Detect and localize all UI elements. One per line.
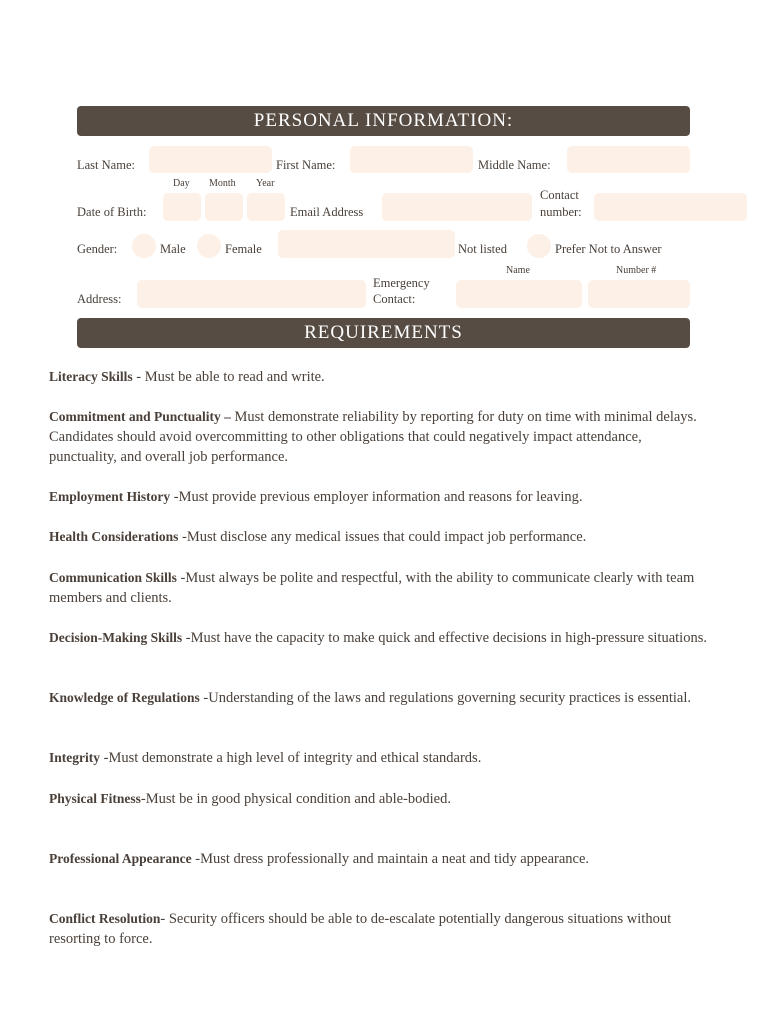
last-name-field[interactable] (149, 146, 272, 173)
emergency-contact-number-field[interactable] (588, 280, 690, 308)
requirement-term: Health Considerations (49, 529, 179, 544)
requirement-item (49, 688, 709, 708)
last-name-label: Last Name: (77, 158, 135, 172)
gender-female-radio[interactable] (197, 234, 221, 258)
requirement-term: Commitment and Punctuality – (49, 409, 231, 424)
address-label: Address: (77, 292, 122, 306)
dob-year-field[interactable] (247, 193, 285, 221)
requirements-title: REQUIREMENTS (304, 322, 463, 343)
emergency-contact-label-line2: Contact: (373, 292, 416, 306)
requirement-text: -Must dress professionally and maintain a neat and tidy appearance. (191, 851, 590, 867)
dob-month-field[interactable] (205, 193, 243, 221)
male-label: Male (160, 242, 186, 256)
emergency-name-sub-label: Name (506, 265, 530, 276)
requirement-text: -Must always be polite and respectful, with the ability to communicate clearly with team members and clients. (49, 570, 695, 606)
middle-name-label: Middle Name: (478, 158, 551, 172)
year-label: Year (256, 178, 275, 189)
requirement-text: -Must have the capacity to make quick and effective decisions in high-pressure situations. (182, 630, 707, 646)
address-field[interactable] (137, 280, 366, 308)
gender-not-listed-field[interactable] (278, 230, 455, 258)
requirement-item (49, 789, 709, 809)
requirement-item (49, 628, 709, 648)
requirement-term: Decision-Making Skills (49, 630, 183, 645)
requirement-item (49, 527, 709, 547)
dob-day-field[interactable] (163, 193, 201, 221)
requirement-term: Communication Skills (49, 570, 177, 585)
requirement-text: Must demonstrate reliability by reporting for duty on time with minimal delays. Candidates should avoid overcommitting to other obligations that could negatively impact attendance, punctuality, and overall job performance. (49, 409, 697, 465)
requirement-item (49, 367, 709, 387)
requirement-item (49, 748, 709, 768)
requirement-term: Employment History (49, 489, 171, 504)
female-label: Female (225, 242, 262, 256)
requirement-text: - Must be able to read and write. (132, 369, 325, 385)
emergency-contact-name-field[interactable] (456, 280, 582, 308)
email-address-label: Email Address (290, 205, 364, 219)
requirement-term: Literacy Skills (49, 369, 133, 384)
date-of-birth-label: Date of Birth: (77, 205, 147, 219)
requirement-text: -Must disclose any medical issues that could impact job performance. (178, 529, 587, 545)
requirement-item (49, 487, 709, 507)
contact-number-field[interactable] (594, 193, 747, 221)
requirement-term: Physical Fitness (49, 791, 141, 806)
month-label: Month (209, 178, 236, 189)
first-name-label: First Name: (276, 158, 336, 172)
requirement-term: Integrity (49, 750, 100, 765)
requirements-header (77, 318, 690, 348)
requirement-term: Conflict Resolution (49, 911, 161, 926)
email-address-field[interactable] (382, 193, 532, 221)
day-label: Day (173, 178, 190, 189)
emergency-number-sub-label: Number # (616, 265, 657, 276)
middle-name-field[interactable] (567, 146, 690, 173)
prefer-not-label: Prefer Not to Answer (555, 242, 662, 256)
requirement-text: -Must provide previous employer information and reasons for leaving. (170, 489, 583, 505)
contact-number-label-line2: number: (540, 205, 582, 219)
personal-information-title: PERSONAL INFORMATION: (253, 110, 514, 131)
requirement-text: -Understanding of the laws and regulations governing security practices is essential. (199, 690, 692, 706)
requirement-term: Professional Appearance (49, 851, 192, 866)
requirement-item (49, 909, 709, 949)
requirement-text: - Security officers should be able to de-escalate potentially dangerous situations without resorting to force. (49, 911, 672, 947)
personal-information-header (77, 106, 690, 136)
requirement-term: Knowledge of Regulations (49, 690, 200, 705)
gender-label: Gender: (77, 242, 118, 256)
not-listed-label: Not listed (458, 242, 507, 256)
requirement-item (49, 568, 709, 608)
requirement-text: -Must demonstrate a high level of integrity and ethical standards. (100, 750, 482, 766)
requirement-item (49, 849, 709, 869)
contact-number-label-line1: Contact (540, 188, 579, 202)
gender-male-radio[interactable] (132, 234, 156, 258)
emergency-contact-label-line1: Emergency (373, 276, 430, 290)
requirement-text: -Must be in good physical condition and able-bodied. (140, 791, 451, 807)
gender-prefer-not-radio[interactable] (527, 234, 551, 258)
requirement-item (49, 407, 709, 467)
first-name-field[interactable] (350, 146, 473, 173)
